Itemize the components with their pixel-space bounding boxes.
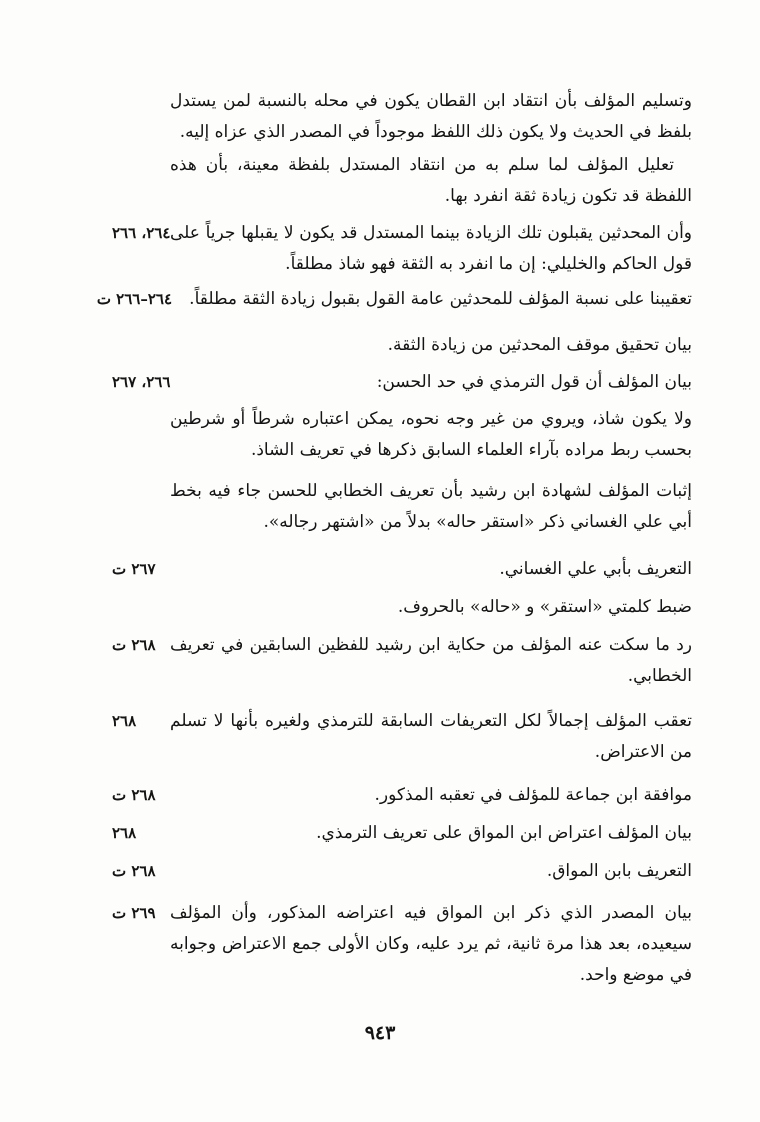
entry-page-ref: ٢٦٤، ٢٦٦	[112, 224, 171, 242]
entry-text: ضبط كلمتي «استقر» و «حاله» بالحروف.	[397, 597, 692, 617]
entry-page-ref: ٢٦٨ ت	[112, 636, 156, 654]
entry-text: التعريف بأبي علي الغساني.	[499, 559, 692, 579]
entry-page-ref: ٢٦٧ ت	[112, 560, 156, 578]
entry-text: بيان المؤلف أن قول الترمذي في حد الحسن:	[376, 372, 692, 392]
entry-text: وأن المحدثين يقبلون تلك الزيادة بينما المستدل قد يكون لا يقبلها جرياً على قول الحاكم والخليلي: إن ما انفرد به الثقة فهو شاذ مطلقاً.	[170, 223, 692, 274]
entry-text: رد ما سكت عنه المؤلف من حكاية ابن رشيد للفظين السابقين في تعريف الخطابي.	[170, 635, 692, 686]
entry-page-ref: ٢٦٨	[112, 824, 137, 842]
entry-text: التعريف بابن المواق.	[546, 861, 692, 881]
entry-text: تعقيبنا على نسبة المؤلف للمحدثين عامة القول بقبول زيادة الثقة مطلقاً.	[189, 289, 692, 309]
entry-text: ولا يكون شاذ، ويروي من غير وجه نحوه، يمكن اعتباره شرطاً أو شرطين بحسب ربط مراده بآراء العلماء السابق ذكرها في تعريف الشاذ.	[170, 409, 692, 460]
entry-page-ref: ٢٦٦، ٢٦٧	[112, 373, 171, 391]
entry-text: وتسليم المؤلف بأن انتقاد ابن القطان يكون في محله بالنسبة لمن يستدل بلفظ في الحديث ولا يكون ذلك اللفظ موجوداً في المصدر الذي عزاه إليه.	[170, 91, 692, 142]
entry-text: بيان المؤلف اعتراض ابن المواق على تعريف الترمذي.	[316, 823, 692, 843]
entry-page-ref: ٢٦٤–٢٦٦ ت	[96, 290, 172, 308]
entry-text: تعقب المؤلف إجمالاً لكل التعريفات السابقة للترمذي ولغيره بأنها لا تسلم من الاعتراض.	[170, 711, 692, 762]
entry-page-ref: ٢٦٨ ت	[112, 786, 156, 804]
entry-text: بيان المصدر الذي ذكر ابن المواق فيه اعتراضه المذكور، وأن المؤلف سيعيده، بعد هذا مرة ثانية، ثم يرد عليه، وكان الأولى جمع الاعتراض وجوابه في موضع واحد.	[170, 903, 692, 985]
entry-page-ref: ٢٦٨	[112, 712, 137, 730]
entry-page-ref: ٢٦٩ ت	[112, 904, 156, 922]
entry-page-ref: ٢٦٨ ت	[112, 862, 156, 880]
entry-text: موافقة ابن جماعة للمؤلف في تعقبه المذكور.	[374, 785, 692, 805]
entry-text: تعليل المؤلف لما سلم به من انتقاد المستدل بلفظة معينة، بأن هذه اللفظة قد تكون زيادة ثقة انفرد بها.	[170, 155, 692, 206]
entry-text: بيان تحقيق موقف المحدثين من زيادة الثقة.	[387, 335, 692, 355]
page-number: ٩٤٣	[364, 1022, 396, 1044]
entry-text: إثبات المؤلف لشهادة ابن رشيد بأن تعريف الخطابي للحسن جاء فيه بخط أبي علي الغساني ذكر «استقر حاله» بدلاً من «اشتهر رجاله».	[170, 481, 692, 532]
